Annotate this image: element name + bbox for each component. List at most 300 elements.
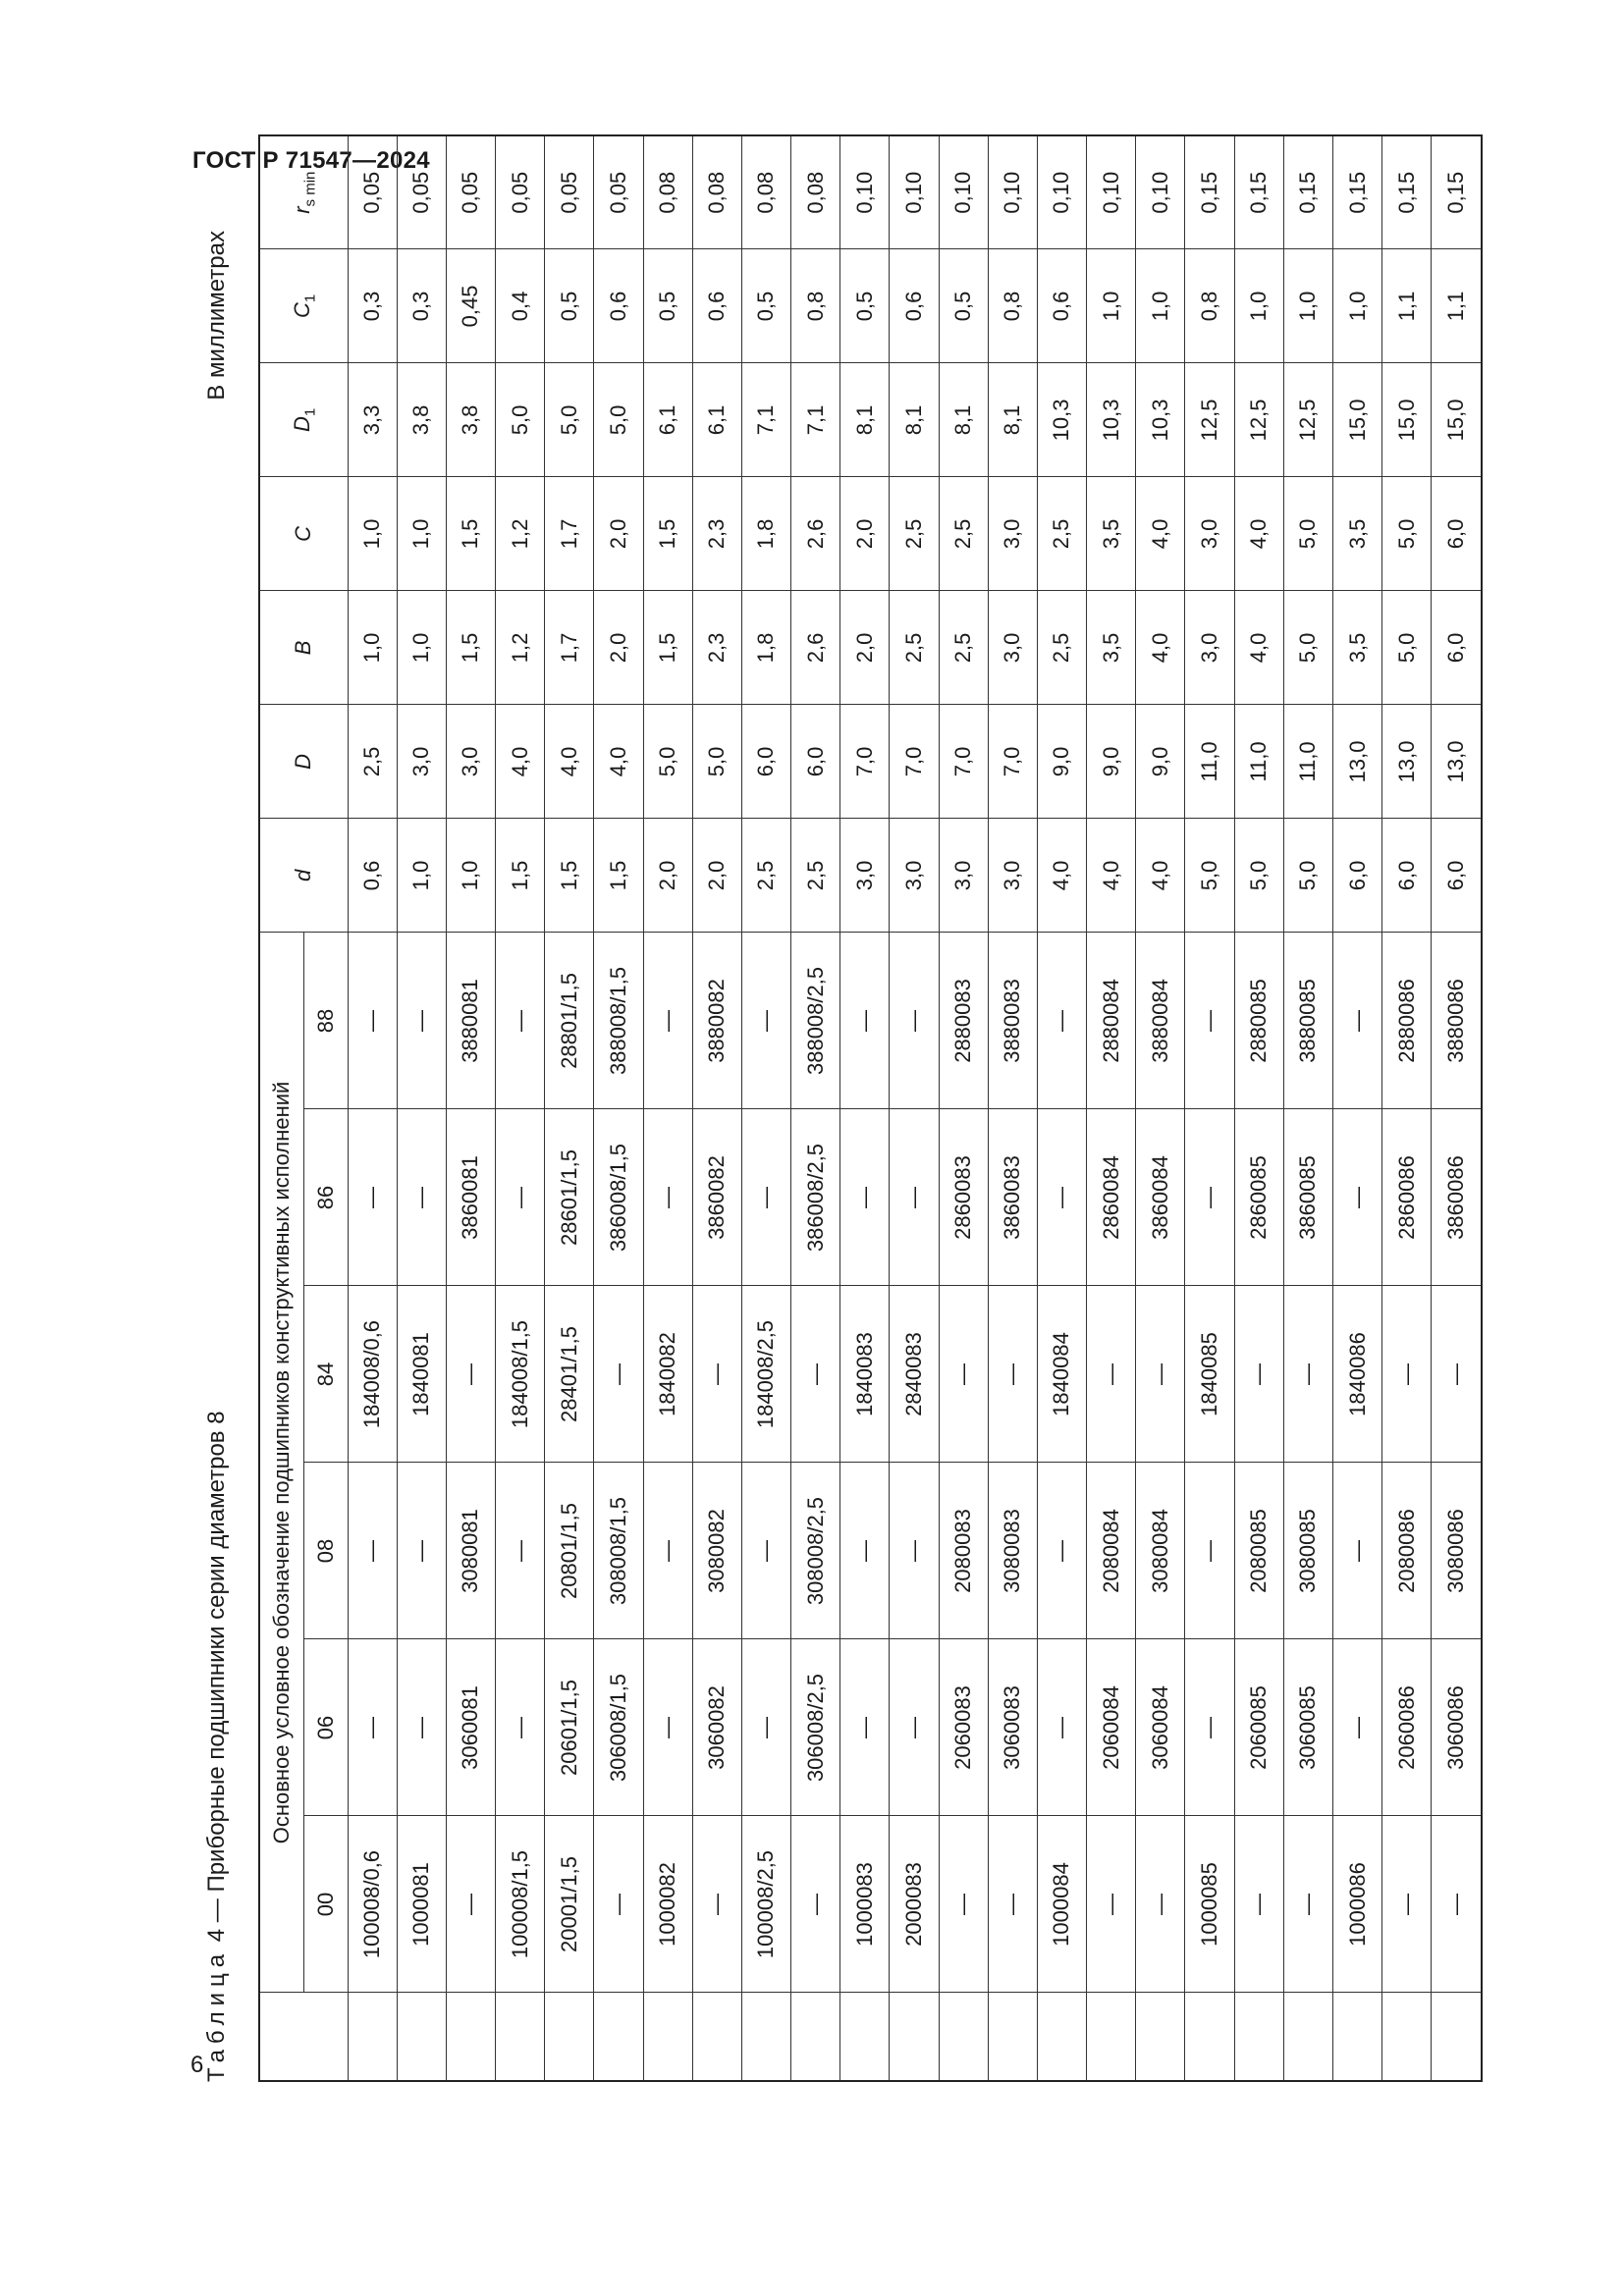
table-cell: 4,0	[1234, 477, 1283, 591]
table-cell: 2880084	[1087, 933, 1136, 1109]
table-cell: 0,05	[496, 135, 545, 249]
table-cell: 2860084	[1087, 1109, 1136, 1286]
table-cell: 0,08	[692, 135, 741, 249]
table-cell: 308008/1,5	[594, 1463, 643, 1639]
table-cell: 4,0	[1087, 819, 1136, 933]
table-cell: —	[1185, 1639, 1234, 1816]
table-row	[446, 135, 495, 2081]
row-gutter-cell	[692, 1993, 741, 2081]
table-cell: 1,0	[1283, 249, 1332, 363]
table-cell: 0,10	[1037, 135, 1086, 249]
table-cell: —	[791, 1816, 840, 1993]
table-cell: 2060085	[1234, 1639, 1283, 1816]
page-number: 6	[190, 2052, 204, 2078]
table-cell: —	[1037, 933, 1086, 1109]
table-cell: 2,5	[890, 591, 939, 705]
table-cell: —	[496, 933, 545, 1109]
rotated-table-block	[192, 171, 1483, 2082]
table-cell: 4,0	[496, 705, 545, 819]
table-row	[692, 135, 741, 2081]
table-cell: 28601/1,5	[545, 1109, 594, 1286]
table-cell: —	[1283, 1286, 1332, 1463]
table-cell: 0,6	[890, 249, 939, 363]
row-gutter-cell	[1136, 1993, 1185, 2081]
table-cell: 1,8	[741, 591, 790, 705]
table-cell: 5,0	[1382, 591, 1432, 705]
table-cell: 3,8	[446, 363, 495, 477]
row-gutter-cell	[1185, 1993, 1234, 2081]
table-cell: 8,1	[840, 363, 890, 477]
table-cell: 1,5	[594, 819, 643, 933]
table-cell: 8,1	[939, 363, 988, 477]
header-C: C	[259, 477, 348, 591]
table-cell: 6,0	[1432, 477, 1482, 591]
row-gutter-cell	[545, 1993, 594, 2081]
table-cell: 5,0	[643, 705, 692, 819]
table-cell: 2080086	[1382, 1463, 1432, 1639]
table-cell: 0,3	[348, 249, 397, 363]
table-cell: 9,0	[1087, 705, 1136, 819]
row-gutter-cell	[1037, 1993, 1086, 2081]
table-cell: 1000081	[397, 1816, 446, 1993]
table-cell: 1,7	[545, 591, 594, 705]
table-cell: 1,0	[1332, 249, 1381, 363]
table-cell: 0,05	[397, 135, 446, 249]
table-cell: 1000085	[1185, 1816, 1234, 1993]
table-cell: 3,0	[890, 819, 939, 933]
table-cell: 3060083	[988, 1639, 1037, 1816]
designation-group-header: Основное условное обозначение подшипников конструктивных исполнений	[259, 933, 303, 1993]
table-cell: 306008/1,5	[594, 1639, 643, 1816]
table-cell: 2880085	[1234, 933, 1283, 1109]
table-cell: —	[1332, 1639, 1381, 1816]
table-cell: —	[496, 1463, 545, 1639]
table-cell: 3080082	[692, 1463, 741, 1639]
table-row	[496, 135, 545, 2081]
table-cell: 1,2	[496, 591, 545, 705]
table-cell: 6,0	[791, 705, 840, 819]
table-cell: 6,0	[1432, 591, 1482, 705]
table-cell: 1,0	[1087, 249, 1136, 363]
table-cell: 2060083	[939, 1639, 988, 1816]
table-cell: 6,0	[1332, 819, 1381, 933]
row-gutter-cell	[1087, 1993, 1136, 2081]
table-cell: 0,8	[1185, 249, 1234, 363]
table-cell: 1,5	[446, 591, 495, 705]
table-cell: —	[741, 1109, 790, 1286]
table-cell: 3,5	[1087, 591, 1136, 705]
table-row	[890, 135, 939, 2081]
table-cell: —	[1087, 1286, 1136, 1463]
table-cell: 1840083	[840, 1286, 890, 1463]
table-cell: —	[1332, 933, 1381, 1109]
table-cell: —	[1185, 1109, 1234, 1286]
table-row	[988, 135, 1037, 2081]
table-cell: —	[890, 1463, 939, 1639]
row-gutter-cell	[791, 1993, 840, 2081]
table-cell: 0,45	[446, 249, 495, 363]
table-cell: 3,0	[446, 705, 495, 819]
row-gutter-cell	[988, 1993, 1037, 2081]
table-cell: 184008/2,5	[741, 1286, 790, 1463]
row-gutter-cell	[741, 1993, 790, 2081]
table-cell: —	[840, 1463, 890, 1639]
row-gutter-cell	[1382, 1993, 1432, 2081]
header-B: B	[259, 591, 348, 705]
table-cell: 15,0	[1432, 363, 1482, 477]
table-cell: 2,5	[791, 819, 840, 933]
table-cell: —	[840, 933, 890, 1109]
table-cell: 0,3	[397, 249, 446, 363]
table-cell: 2,0	[840, 477, 890, 591]
table-cell: 9,0	[1037, 705, 1086, 819]
table-body	[348, 135, 1482, 2081]
table-cell: 5,0	[1234, 819, 1283, 933]
table-cell: 15,0	[1332, 363, 1381, 477]
table-cell: 3,8	[397, 363, 446, 477]
table-row	[545, 135, 594, 2081]
table-cell: 8,1	[890, 363, 939, 477]
table-cell: 3860083	[988, 1109, 1037, 1286]
table-cell: —	[1136, 1286, 1185, 1463]
table-cell: —	[939, 1286, 988, 1463]
design-col-00: 00	[303, 1816, 348, 1993]
table-cell: 6,0	[741, 705, 790, 819]
table-cell: —	[1332, 1463, 1381, 1639]
table-cell: 1,7	[545, 477, 594, 591]
table-cell: 0,5	[939, 249, 988, 363]
table-cell: —	[643, 1639, 692, 1816]
table-cell: 6,0	[1432, 819, 1482, 933]
table-cell: 2860083	[939, 1109, 988, 1286]
table-cell: 20601/1,5	[545, 1639, 594, 1816]
table-caption-title: 4 — Приборные подшипники серии диаметров 8	[203, 1411, 230, 1943]
row-gutter-cell	[890, 1993, 939, 2081]
table-cell: 2,0	[692, 819, 741, 933]
table-cell: 2,0	[594, 477, 643, 591]
table-cell: 3880086	[1432, 933, 1482, 1109]
table-cell: 7,0	[840, 705, 890, 819]
table-cell: 0,05	[545, 135, 594, 249]
table-cell: 1840081	[397, 1286, 446, 1463]
table-cell: —	[1037, 1463, 1086, 1639]
table-cell: —	[1234, 1816, 1283, 1993]
table-cell: 0,5	[643, 249, 692, 363]
table-cell: 1000082	[643, 1816, 692, 1993]
table-cell: —	[1332, 1109, 1381, 1286]
table-cell: 3880081	[446, 933, 495, 1109]
table-cell: 1,2	[496, 477, 545, 591]
table-cell: 7,1	[791, 363, 840, 477]
table-cell: 2,5	[741, 819, 790, 933]
table-cell: —	[1382, 1816, 1432, 1993]
table-cell: 0,10	[840, 135, 890, 249]
table-cell: 4,0	[1234, 591, 1283, 705]
header-D1: $D_1$	[259, 363, 348, 477]
table-cell: 2,5	[1037, 477, 1086, 591]
table-cell: 6,1	[692, 363, 741, 477]
table-cell: 0,15	[1234, 135, 1283, 249]
row-gutter-cell	[397, 1993, 446, 2081]
table-cell: 3,0	[397, 705, 446, 819]
table-cell: 6,1	[643, 363, 692, 477]
table-cell: —	[397, 1463, 446, 1639]
table-cell: 1000083	[840, 1816, 890, 1993]
table-cell: 2,5	[1037, 591, 1086, 705]
row-gutter-cell	[446, 1993, 495, 2081]
header-D: D	[259, 705, 348, 819]
table-cell: —	[348, 933, 397, 1109]
table-row	[643, 135, 692, 2081]
table-cell: 2840083	[890, 1286, 939, 1463]
table-cell: —	[840, 1639, 890, 1816]
table-cell: —	[1136, 1816, 1185, 1993]
row-gutter-cell	[840, 1993, 890, 2081]
table-cell: 0,08	[791, 135, 840, 249]
table-row	[594, 135, 643, 2081]
table-cell: 2080084	[1087, 1463, 1136, 1639]
table-cell: 1,0	[348, 591, 397, 705]
table-cell: —	[643, 1109, 692, 1286]
table-cell: 4,0	[1136, 819, 1185, 933]
table-cell: 0,6	[692, 249, 741, 363]
table-cell: 2080083	[939, 1463, 988, 1639]
table-cell: 0,6	[348, 819, 397, 933]
table-cell: —	[1234, 1286, 1283, 1463]
table-cell: 0,15	[1283, 135, 1332, 249]
table-cell: —	[1432, 1286, 1482, 1463]
table-cell: 2,5	[939, 477, 988, 591]
table-row	[840, 135, 890, 2081]
table-cell: 13,0	[1432, 705, 1482, 819]
table-cell: 0,15	[1432, 135, 1482, 249]
table-cell: —	[1037, 1639, 1086, 1816]
table-cell: 2060086	[1382, 1639, 1432, 1816]
table-cell: 1840082	[643, 1286, 692, 1463]
table-cell: 3080081	[446, 1463, 495, 1639]
table-cell: 2,6	[791, 591, 840, 705]
table-cell: —	[348, 1639, 397, 1816]
table-cell: 0,8	[988, 249, 1037, 363]
table-cell: 3,5	[1332, 591, 1381, 705]
table-cell: 7,0	[988, 705, 1037, 819]
table-row	[1037, 135, 1086, 2081]
header-d: d	[259, 819, 348, 933]
table-cell: 11,0	[1185, 705, 1234, 819]
header-C1: $C_1$	[259, 249, 348, 363]
table-cell: 10,3	[1087, 363, 1136, 477]
header-rs-min: $r_{s min}$	[259, 135, 348, 249]
table-cell: 12,5	[1234, 363, 1283, 477]
table-cell: 0,15	[1382, 135, 1432, 249]
table-cell: —	[840, 1109, 890, 1286]
table-cell: 1,0	[397, 819, 446, 933]
table-cell: —	[791, 1286, 840, 1463]
table-cell: 4,0	[1136, 591, 1185, 705]
table-cell: 0,10	[1087, 135, 1136, 249]
table-cell: 3,0	[939, 819, 988, 933]
table-cell: —	[1432, 1816, 1482, 1993]
table-cell: —	[1037, 1109, 1086, 1286]
table-cell: 1,8	[741, 477, 790, 591]
table-cell: 100008/1,5	[496, 1816, 545, 1993]
table-cell: —	[1087, 1816, 1136, 1993]
table-caption	[192, 806, 242, 2082]
table-cell: 5,0	[1283, 819, 1332, 933]
table-cell: —	[496, 1639, 545, 1816]
table-cell: 306008/2,5	[791, 1639, 840, 1816]
table-row	[939, 135, 988, 2081]
table-cell: —	[496, 1109, 545, 1286]
row-gutter-cell	[1332, 1993, 1381, 2081]
table-cell: 3,0	[1185, 591, 1234, 705]
table-cell: 3,3	[348, 363, 397, 477]
table-cell: 3,5	[1332, 477, 1381, 591]
table-cell: 20801/1,5	[545, 1463, 594, 1639]
row-gutter-cell	[939, 1993, 988, 2081]
bearing-table	[258, 134, 1483, 2082]
table-cell: 2,5	[348, 705, 397, 819]
table-cell: 0,10	[939, 135, 988, 249]
table-cell: 3060082	[692, 1639, 741, 1816]
row-gutter-cell	[594, 1993, 643, 2081]
table-cell: 28801/1,5	[545, 933, 594, 1109]
table-cell: 3,0	[1185, 477, 1234, 591]
design-col-86: 86	[303, 1109, 348, 1286]
table-cell: 308008/2,5	[791, 1463, 840, 1639]
row-gutter-cell	[348, 1993, 397, 2081]
table-cell: —	[890, 1109, 939, 1286]
table-cell: 0,8	[791, 249, 840, 363]
table-cell: 0,5	[545, 249, 594, 363]
table-cell: —	[741, 1639, 790, 1816]
table-cell: —	[397, 933, 446, 1109]
table-cell: 1000086	[1332, 1816, 1381, 1993]
row-gutter-cell	[1432, 1993, 1482, 2081]
table-row	[1234, 135, 1283, 2081]
table-cell: 1,1	[1382, 249, 1432, 363]
table-cell: —	[1185, 1463, 1234, 1639]
table-cell: 0,08	[741, 135, 790, 249]
table-cell: 0,15	[1185, 135, 1234, 249]
table-cell: 3860084	[1136, 1109, 1185, 1286]
table-cell: 1,0	[1136, 249, 1185, 363]
table-row	[1382, 135, 1432, 2081]
table-cell: 386008/1,5	[594, 1109, 643, 1286]
table-cell: 4,0	[594, 705, 643, 819]
table-cell: —	[1185, 933, 1234, 1109]
table-cell: 2860085	[1234, 1109, 1283, 1286]
table-cell: 2,0	[840, 591, 890, 705]
table-cell: 2880086	[1382, 933, 1432, 1109]
document-code: ГОСТ Р 71547—2024	[192, 147, 430, 174]
header-corner	[259, 1993, 348, 2081]
table-cell: 100008/0,6	[348, 1816, 397, 1993]
table-cell: 5,0	[692, 705, 741, 819]
table-cell: 1,0	[397, 591, 446, 705]
table-cell: 4,0	[1136, 477, 1185, 591]
table-cell: 2,3	[692, 591, 741, 705]
table-cell: 12,5	[1283, 363, 1332, 477]
table-cell: —	[348, 1109, 397, 1286]
table-cell: 0,10	[988, 135, 1037, 249]
table-cell: 1,5	[643, 477, 692, 591]
table-cell: 388008/1,5	[594, 933, 643, 1109]
table-cell: 3,0	[988, 477, 1037, 591]
table-row	[348, 135, 397, 2081]
table-cell: 3,0	[988, 591, 1037, 705]
table-cell: 0,6	[594, 249, 643, 363]
table-cell: 1,5	[446, 477, 495, 591]
table-row	[741, 135, 790, 2081]
table-caption-word: Таблица	[203, 1948, 230, 2082]
table-cell: —	[446, 1286, 495, 1463]
table-cell: —	[692, 1286, 741, 1463]
table-row	[1332, 135, 1381, 2081]
table-cell: 7,0	[890, 705, 939, 819]
table-cell: 12,5	[1185, 363, 1234, 477]
table-cell: 10,3	[1037, 363, 1086, 477]
table-cell: 388008/2,5	[791, 933, 840, 1109]
table-cell: 6,0	[1382, 819, 1432, 933]
table-cell: —	[741, 1463, 790, 1639]
table-cell: 3860085	[1283, 1109, 1332, 1286]
design-col-06: 06	[303, 1639, 348, 1816]
table-cell: 3060084	[1136, 1639, 1185, 1816]
table-cell: 2,5	[939, 591, 988, 705]
table-cell: 9,0	[1136, 705, 1185, 819]
table-cell: 8,1	[988, 363, 1037, 477]
table-cell: 0,4	[496, 249, 545, 363]
table-cell: 1,5	[643, 591, 692, 705]
table-cell: 1840085	[1185, 1286, 1234, 1463]
design-col-08: 08	[303, 1463, 348, 1639]
table-cell: —	[446, 1816, 495, 1993]
table-cell: —	[890, 933, 939, 1109]
table-cell: 5,0	[1283, 477, 1332, 591]
table-cell: 3080085	[1283, 1463, 1332, 1639]
table-cell: 5,0	[1283, 591, 1332, 705]
table-cell: —	[1382, 1286, 1432, 1463]
design-col-84: 84	[303, 1286, 348, 1463]
table-cell: 3880085	[1283, 933, 1332, 1109]
table-cell: 0,5	[840, 249, 890, 363]
table-cell: 3080086	[1432, 1463, 1482, 1639]
table-cell: 3,5	[1087, 477, 1136, 591]
table-cell: 11,0	[1234, 705, 1283, 819]
table-cell: 7,1	[741, 363, 790, 477]
units-note: В миллиметрах	[203, 231, 230, 400]
table-cell: 13,0	[1382, 705, 1432, 819]
table-cell: 3060086	[1432, 1639, 1482, 1816]
table-cell: 5,0	[594, 363, 643, 477]
table-cell: 10,3	[1136, 363, 1185, 477]
row-gutter-cell	[643, 1993, 692, 2081]
table-cell: 1,0	[1234, 249, 1283, 363]
table-row	[1136, 135, 1185, 2081]
table-cell: —	[692, 1816, 741, 1993]
table-cell: 1,5	[545, 819, 594, 933]
table-cell: 2860086	[1382, 1109, 1432, 1286]
table-cell: 2,3	[692, 477, 741, 591]
table-cell: 4,0	[545, 705, 594, 819]
table-cell: —	[1283, 1816, 1332, 1993]
table-cell: 100008/2,5	[741, 1816, 790, 1993]
table-cell: 2080085	[1234, 1463, 1283, 1639]
table-cell: 1,1	[1432, 249, 1482, 363]
table-cell: 2,6	[791, 477, 840, 591]
table-cell: 3,0	[988, 819, 1037, 933]
